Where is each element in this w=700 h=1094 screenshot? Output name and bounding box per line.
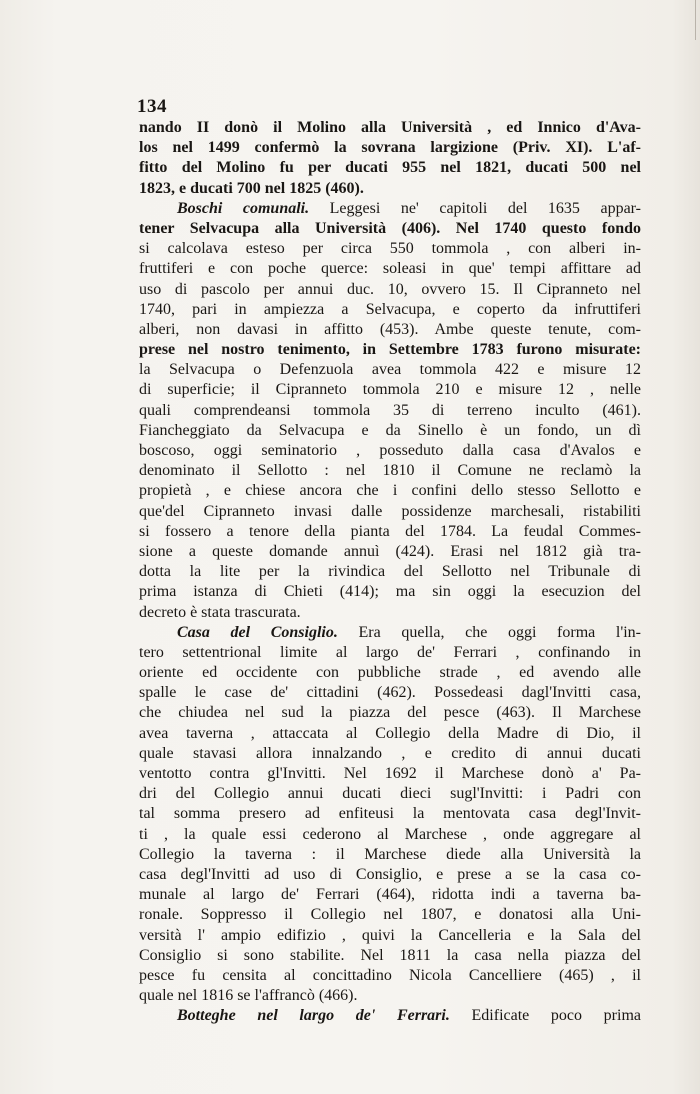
line-text: tero settentrional limite al largo de' Ferrari , confinando in xyxy=(139,643,641,661)
section-heading: Botteghe nel largo de' Ferrari. xyxy=(177,1007,450,1025)
text-line xyxy=(139,239,641,259)
text-line xyxy=(139,986,641,1006)
text-line xyxy=(139,885,641,905)
text-line xyxy=(139,441,641,461)
line-text: nando II donò il Molino alla Università , ed Innico d'Ava- xyxy=(139,119,641,136)
text-line xyxy=(139,421,641,441)
body-text xyxy=(139,118,641,1026)
section-heading: Casa del Consiglio. xyxy=(177,623,338,641)
text-line xyxy=(139,744,641,764)
line-text: pesce fu censita al concittadino Nicola Cancelliere (465) , il xyxy=(139,966,641,984)
line-text: propietà , e chiese ancora che i confini dello stesso Sellotto e xyxy=(139,482,641,500)
text-line xyxy=(139,966,641,986)
text-line xyxy=(139,502,641,522)
text-line xyxy=(139,522,641,542)
line-text: quale nel 1816 se l'affrancò (466). xyxy=(139,987,358,1005)
text-line xyxy=(139,481,641,501)
text-line xyxy=(139,542,641,562)
line-text: fitto del Molino fu per ducati 955 nel 1821, ducati 500 nel xyxy=(139,159,641,177)
page-edge-line xyxy=(695,0,696,40)
text-line xyxy=(139,401,641,421)
text-line xyxy=(139,562,641,582)
text-line xyxy=(139,784,641,804)
text-line xyxy=(139,118,641,138)
line-text: que'del Cipranneto invasi dalle possidenze marchesali, ristabiliti xyxy=(139,502,641,520)
line-text: versità l' ampio edifizio , quivi la Cancelleria e la Sala del xyxy=(139,926,641,944)
line-text: prima istanza di Chieti (414); ma sin oggi la esecuzion del xyxy=(139,583,641,601)
line-text: di superficie; il Cipranneto tommola 210 e misure 12 , nelle xyxy=(139,381,641,399)
line-text: dri del Collegio annui ducati dieci sugl'Invitti: i Padri con xyxy=(139,785,641,803)
text-line xyxy=(139,1006,641,1026)
line-text: los nel 1499 confermò la sovrana largizione (Priv. XI). L'af- xyxy=(139,139,641,157)
line-text: fruttiferi e con poche querce: soleasi in que' tempi affittare ad xyxy=(139,260,641,278)
text-line xyxy=(139,340,641,360)
line-text: la Selvacupa o Defenzuola avea tommola 422 e misure 12 xyxy=(139,361,641,379)
text-line xyxy=(139,683,641,703)
line-text: 1740, pari in ampiezza a Selvacupa, e coperto da infruttiferi xyxy=(139,300,641,318)
line-text: Era quella, che oggi forma l'in- xyxy=(337,623,641,641)
line-text: avea taverna , attaccata al Collegio della Madre di Dio, il xyxy=(139,724,641,742)
line-text: tal somma presero ad enfiteusi la mentovata casa degl'Invit- xyxy=(139,805,641,823)
line-text: alberi, non davasi in affitto (453). Ambe queste tenute, com- xyxy=(139,320,641,338)
line-text: dotta la lite per la rivindica del Sellotto nel Tribunale di xyxy=(139,563,641,581)
line-text: 1823, e ducati 700 nel 1825 (460). xyxy=(139,179,364,197)
line-text: ti , la quale essi cederono al Marchese , onde aggregare al xyxy=(139,825,641,843)
line-text: tener Selvacupa alla Università (406). Nel 1740 questo fondo xyxy=(139,219,641,237)
line-text: boscoso, oggi seminatorio , posseduto dalla casa d'Avalos e xyxy=(139,442,641,459)
text-line xyxy=(139,926,641,946)
line-text: casa degl'Invitti ad uso di Consiglio, e prese a se la casa co- xyxy=(139,865,641,883)
text-line xyxy=(139,825,641,845)
line-text: ventotto contra gl'Invitti. Nel 1692 il Marchese donò a' Pa- xyxy=(139,765,641,782)
line-text: Consiglio si sono stabilite. Nel 1811 la casa nella piazza del xyxy=(139,946,641,964)
line-text: ronale. Soppresso il Collegio nel 1807, e donatosi alla Uni- xyxy=(139,906,641,924)
line-text: che chiudea nel sud la piazza del pesce (463). Il Marchese xyxy=(139,704,641,722)
text-line xyxy=(139,764,641,784)
text-line xyxy=(139,179,641,199)
text-line xyxy=(139,138,641,158)
text-line xyxy=(139,663,641,683)
line-text: munale al largo de' Ferrari (464), ridotta indi a taverna ba- xyxy=(139,886,641,904)
line-text: quali comprendeansi tommola 35 di terreno inculto (461). xyxy=(139,401,641,419)
text-line xyxy=(139,603,641,623)
text-line xyxy=(139,280,641,300)
text-line xyxy=(139,623,641,643)
text-line xyxy=(139,300,641,320)
text-line xyxy=(139,158,641,178)
line-text: si calcolava esteso per circa 550 tommola , con alberi in- xyxy=(139,240,641,258)
text-line xyxy=(139,582,641,602)
text-line xyxy=(139,199,641,219)
text-line xyxy=(139,804,641,824)
line-text: uso di pascolo per annui duc. 10, ovvero 15. Il Cipranneto nel xyxy=(139,280,641,298)
text-line xyxy=(139,259,641,279)
text-line xyxy=(139,461,641,481)
line-text: decreto è stata trascurata. xyxy=(139,603,301,621)
text-line xyxy=(139,643,641,663)
page-number: 134 xyxy=(137,96,167,117)
line-text: sione a queste domande annuì (424). Erasi nel 1812 già tra- xyxy=(139,542,641,560)
text-line xyxy=(139,219,641,239)
line-text: Edificate poco prima xyxy=(449,1007,641,1025)
line-text: Leggesi ne' capitoli del 1635 appar- xyxy=(309,199,641,217)
line-text: Fiancheggiato da Selvacupa e da Sinello è un fondo, un dì xyxy=(139,421,641,439)
text-line xyxy=(139,724,641,744)
text-line xyxy=(139,865,641,885)
text-line xyxy=(139,320,641,340)
line-text: Collegio la taverna : il Marchese diede alla Università la xyxy=(139,845,641,863)
text-line xyxy=(139,360,641,380)
text-line xyxy=(139,946,641,966)
line-text: spalle le case de' cittadini (462). Possedeasi dagl'Invitti casa, xyxy=(139,684,641,702)
text-line xyxy=(139,905,641,925)
line-text: si fossero a tenore della pianta del 1784. La feudal Commes- xyxy=(139,522,641,540)
text-line xyxy=(139,380,641,400)
line-text: oriente ed occidente con pubbliche strade , ed avendo alle xyxy=(139,664,641,682)
line-text: quale stavasi allora innalzando , e credito di annui ducati xyxy=(139,744,641,762)
text-line xyxy=(139,845,641,865)
line-text: prese nel nostro tenimento, in Settembre 1783 furono misurate: xyxy=(139,341,641,359)
text-line xyxy=(139,703,641,723)
section-heading: Boschi comunali. xyxy=(177,199,310,217)
line-text: denominato il Sellotto : nel 1810 il Comune ne reclamò la xyxy=(139,462,641,480)
